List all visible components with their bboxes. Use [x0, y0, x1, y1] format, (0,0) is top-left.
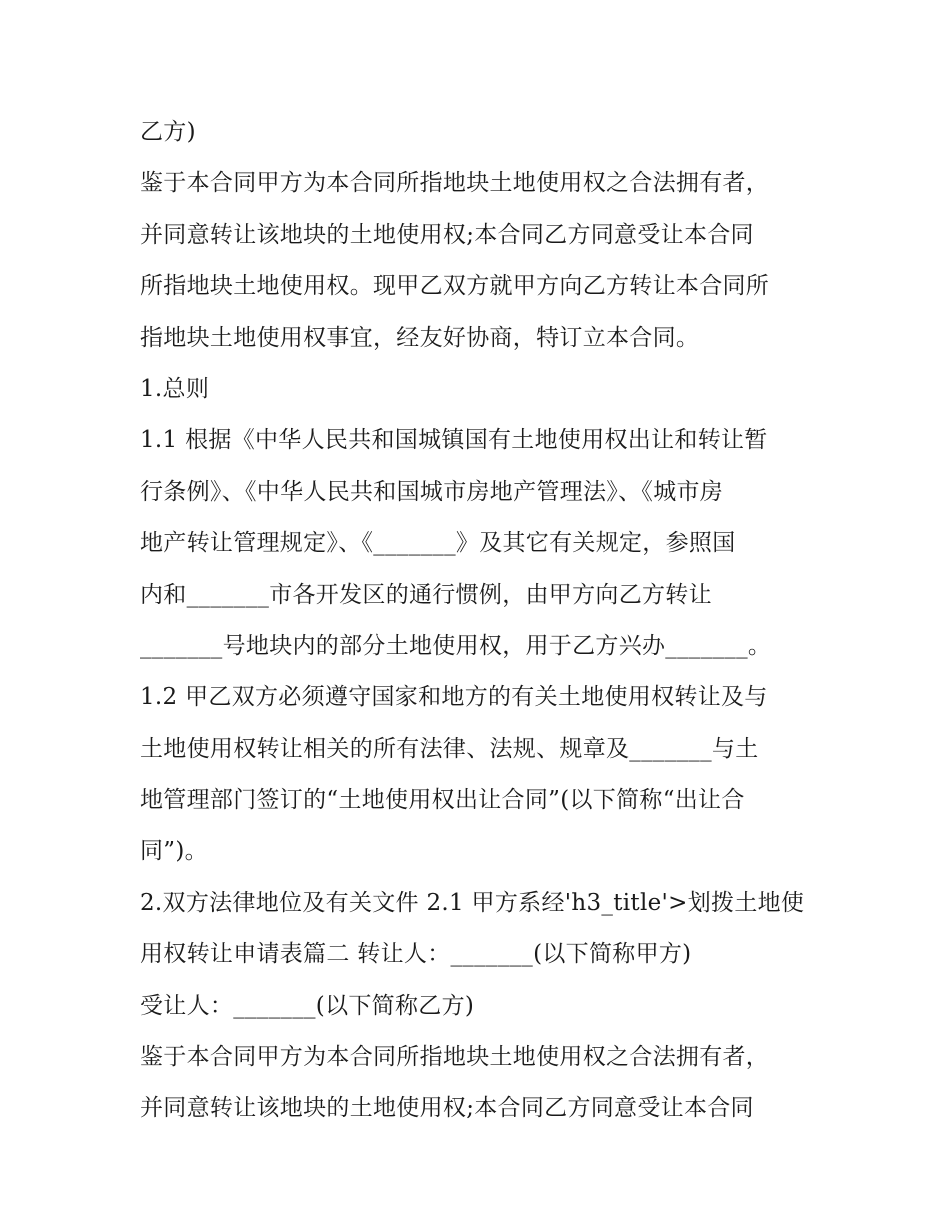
- text-line: 土地使用权转让相关的所有法律、法规、规章及_______与土: [140, 735, 759, 762]
- text-line: 指地块土地使用权事宜，经友好协商，特订立本合同。: [140, 324, 700, 351]
- text-line: 并同意转让该地块的土地使用权;本合同乙方同意受让本合同: [140, 221, 754, 248]
- text-line: _______号地块内的部分土地使用权，用于乙方兴办_______。: [140, 632, 772, 659]
- section-heading: 1.总则: [140, 375, 210, 402]
- text-line: 乙方): [140, 119, 196, 145]
- text-line: 鉴于本合同甲方为本合同所指地块土地使用权之合法拥有者，: [140, 170, 770, 197]
- text-line: 并同意转让该地块的土地使用权;本合同乙方同意受让本合同: [140, 1095, 754, 1122]
- document-body: [140, 107, 820, 1135]
- text-line: 鉴于本合同甲方为本合同所指地块土地使用权之合法拥有者，: [140, 1044, 770, 1071]
- text-line: 1.2 甲乙双方必须遵守国家和地方的有关土地使用权转让及与: [140, 684, 768, 711]
- text-line: 所指地块土地使用权。现甲乙双方就甲方向乙方转让本合同所: [140, 273, 770, 300]
- text-line: 用权转让申请表篇二 转让人：_______(以下简称甲方): [140, 941, 692, 968]
- text-line: 2.双方法律地位及有关文件 2.1 甲方系经'h3_title'>划拨土地使: [140, 889, 805, 916]
- text-line: 1.1 根据《中华人民共和国城镇国有土地使用权出让和转让暂: [140, 427, 768, 454]
- text-line: 同”)。: [140, 838, 208, 865]
- text-line: 受让人：_______(以下简称乙方): [140, 992, 475, 1019]
- text-line: 地管理部门签订的“土地使用权出让合同”(以下简称“出让合: [140, 787, 745, 814]
- text-line: 内和_______市各开发区的通行惯例，由甲方向乙方转让: [140, 581, 712, 608]
- text-line: 地产转让管理规定》、《_______》及其它有关规定，参照国: [140, 530, 736, 557]
- text-line: 行条例》、《中华人民共和国城市房地产管理法》、《城市房: [140, 478, 724, 505]
